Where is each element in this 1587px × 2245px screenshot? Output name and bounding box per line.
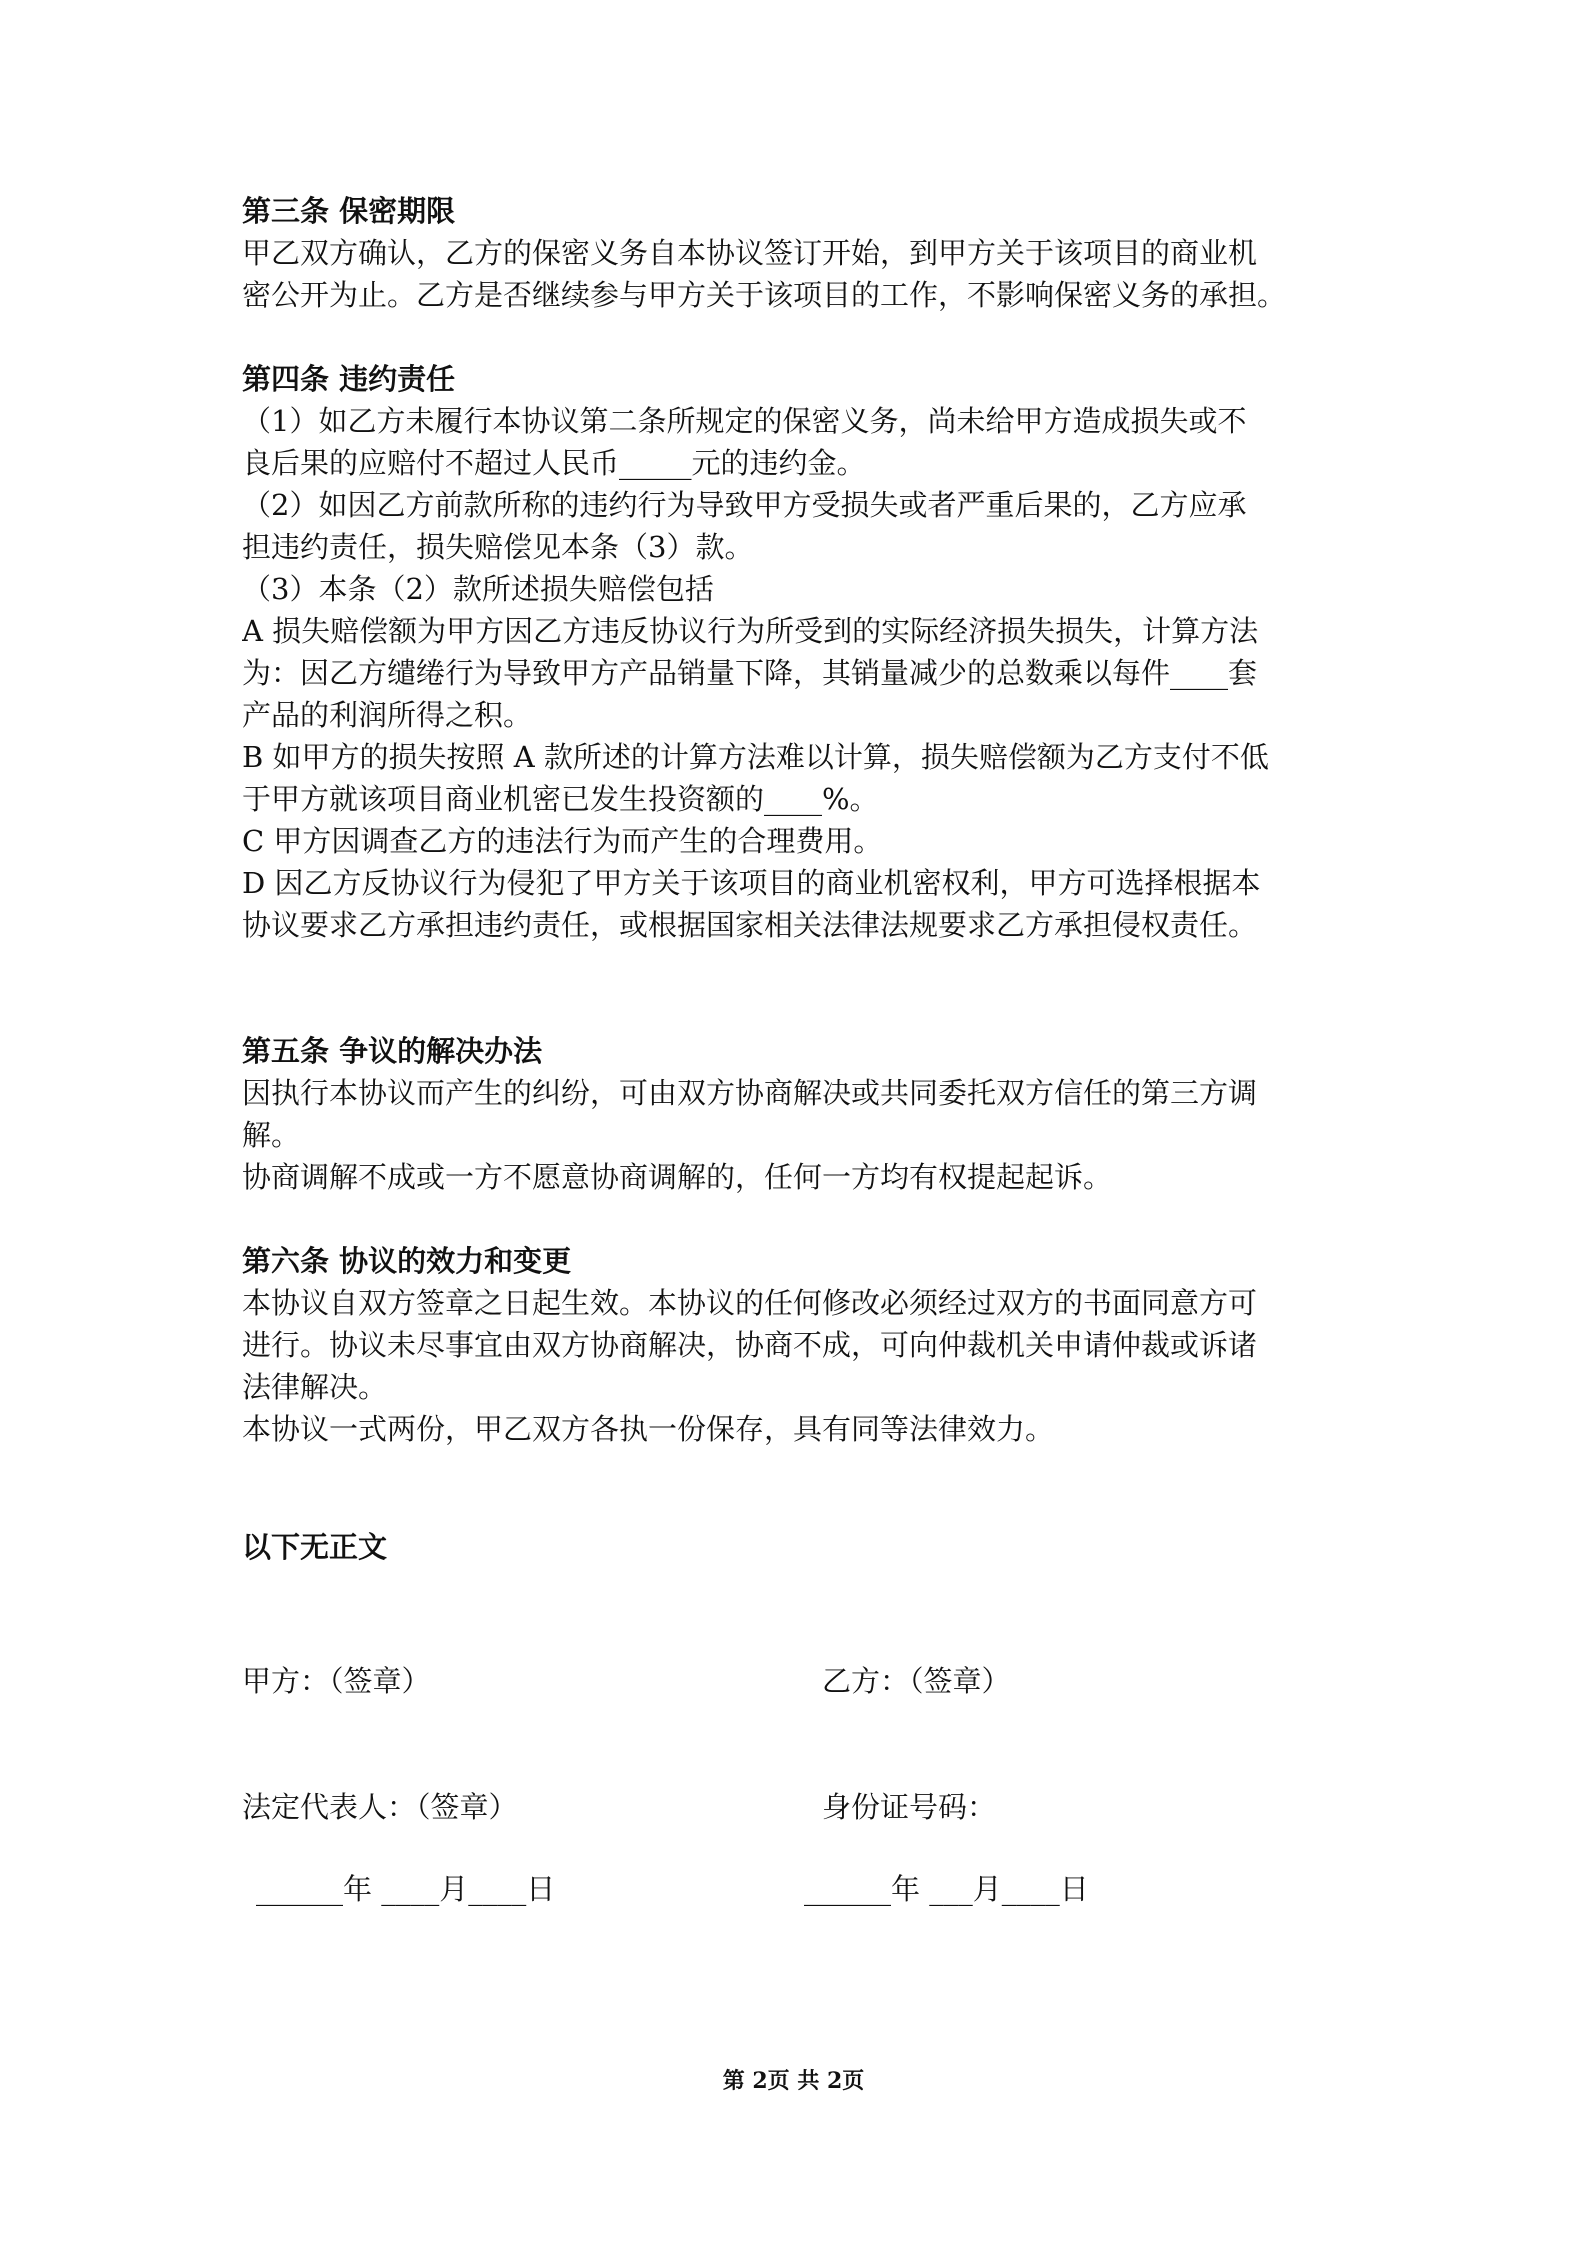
id-number-label: 身份证号码：: [822, 1790, 997, 1824]
section-4-line: 协议要求乙方承担违约责任，或根据国家相关法律法规要求乙方承担侵权责任。: [242, 908, 1258, 942]
section-4-line: C 甲方因调查乙方的违法行为而产生的合理费用。: [242, 824, 883, 858]
section-3-line: 甲乙双方确认，乙方的保密义务自本协议签订开始，到甲方关于该项目的商业机: [242, 236, 1258, 270]
section-4-line: 担违约责任，损失赔偿见本条（3）款。: [242, 530, 754, 564]
section-6-line: 本协议自双方签章之日起生效。本协议的任何修改必须经过双方的书面同意方可: [242, 1286, 1258, 1320]
section-4-line: D 因乙方反协议行为侵犯了甲方关于该项目的商业机密权利，甲方可选择根据本: [242, 866, 1261, 900]
spacer: [242, 946, 1362, 1030]
section-6-line: 本协议一式两份，甲乙双方各执一份保存，具有同等法律效力。: [242, 1412, 1055, 1446]
section-4-line: 良后果的应赔付不超过人民币_____元的违约金。: [242, 446, 866, 480]
section-6-line: 进行。协议未尽事宜由双方协商解决，协商不成，可向仲裁机关申请仲裁或诉诸: [242, 1328, 1258, 1362]
section-4-line: 产品的利润所得之积。: [242, 698, 533, 732]
section-6-line: 法律解决。: [242, 1370, 388, 1404]
page-number-footer: 第 2页 共 2页: [722, 2068, 865, 2094]
legal-representative-label: 法定代表人：（签章）: [242, 1790, 518, 1824]
date-line-party-b: ______年 ___月____日: [804, 1872, 1089, 1906]
spacer: [242, 316, 1362, 358]
party-b-signature-label: 乙方：（签章）: [822, 1664, 1011, 1698]
section-heading-5: 第五条 争议的解决办法: [242, 1034, 543, 1068]
section-heading-6: 第六条 协议的效力和变更: [242, 1244, 572, 1278]
date-line-party-a: ______年 ____月____日: [256, 1872, 556, 1906]
section-5-line: 解。: [242, 1118, 301, 1152]
section-4-line: B 如甲方的损失按照 A 款所述的计算方法难以计算，损失赔偿额为乙方支付不低: [242, 740, 1269, 774]
spacer: [242, 1198, 1362, 1240]
section-5-line: 因执行本协议而产生的纠纷，可由双方协商解决或共同委托双方信任的第三方调: [242, 1076, 1258, 1110]
section-4-line: 为：因乙方缱绻行为导致甲方产品销量下降，其销量减少的总数乘以每件____套: [242, 656, 1258, 690]
section-heading-4: 第四条 违约责任: [242, 362, 456, 396]
section-5-line: 协商调解不成或一方不愿意协商调解的，任何一方均有权提起起诉。: [242, 1160, 1113, 1194]
end-note: 以下无正文: [242, 1530, 388, 1564]
section-4-line: A 损失赔偿额为甲方因乙方违反协议行为所受到的实际经济损失损失，计算方法: [242, 614, 1259, 648]
section-4-line: （2）如因乙方前款所称的违约行为导致甲方受损失或者严重后果的，乙方应承: [242, 488, 1247, 522]
party-a-signature-label: 甲方：（签章）: [242, 1664, 431, 1698]
section-4-line: 于甲方就该项目商业机密已发生投资额的____%。: [242, 782, 879, 816]
section-4-line: （3）本条（2）款所述损失赔偿包括: [242, 572, 714, 606]
section-4-line: （1）如乙方未履行本协议第二条所规定的保密义务，尚未给甲方造成损失或不: [242, 404, 1247, 438]
section-heading-3: 第三条 保密期限: [242, 194, 456, 228]
section-3-line: 密公开为止。乙方是否继续参与甲方关于该项目的工作，不影响保密义务的承担。: [242, 278, 1287, 312]
document-body: [242, 190, 1362, 1450]
